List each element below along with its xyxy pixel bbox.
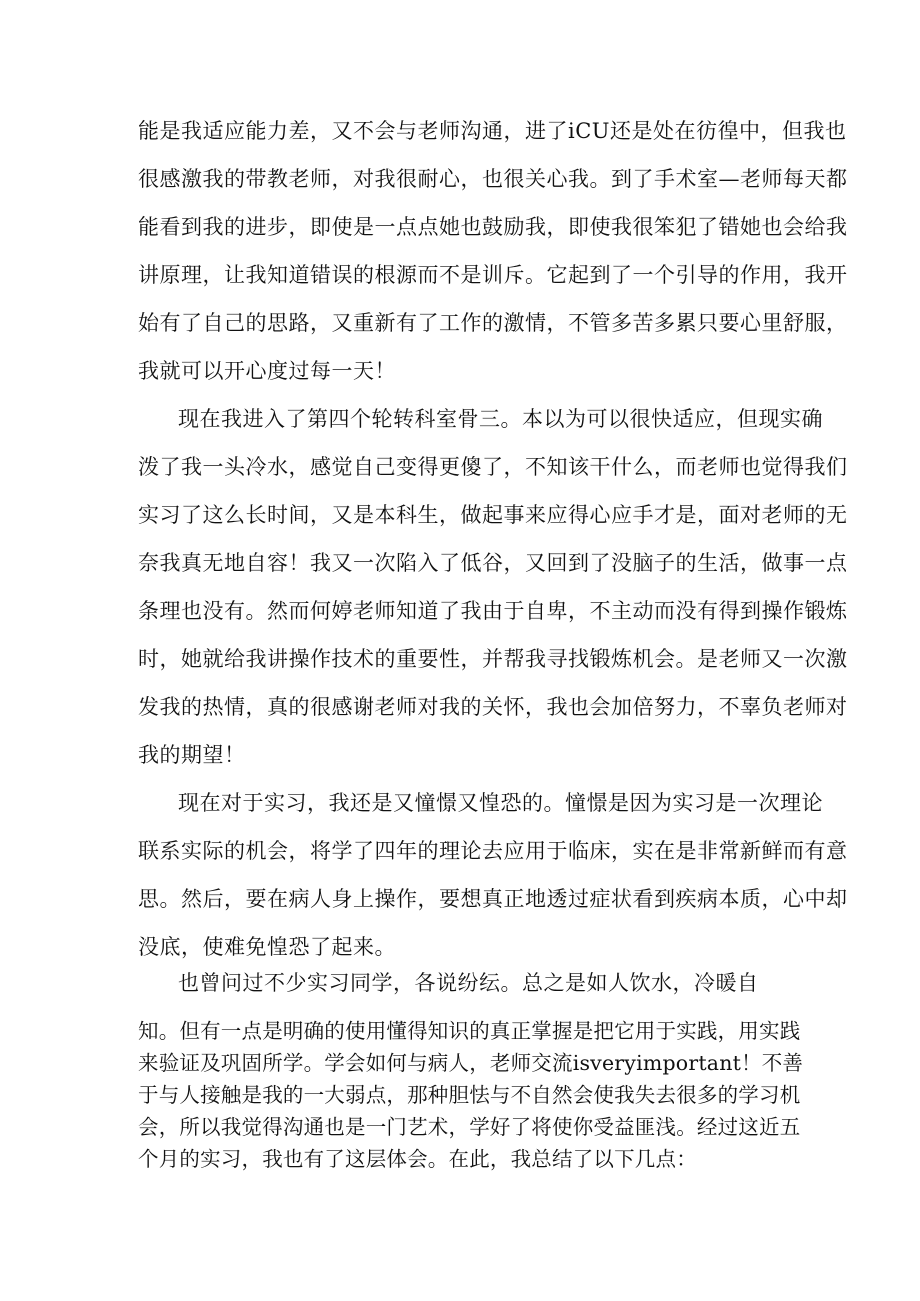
text-line: 能看到我的进步，即使是一点点她也鼓励我，即使我很笨犯了错她也会给我 bbox=[138, 215, 848, 239]
text-line: 我就可以开心度过每一天！ bbox=[138, 359, 396, 383]
paragraph-first-line: 现在我进入了第四个轮转科室骨三。本以为可以很快适应，但现实确 bbox=[178, 407, 823, 431]
text-line: 奈我真无地自容！我又一次陷入了低谷，又回到了没脑子的生活，做事一点 bbox=[138, 551, 848, 575]
text-line: 发我的热情，真的很感谢老师对我的关怀，我也会加倍努力，不辜负老师对 bbox=[138, 695, 848, 719]
paragraph-first-line: 也曾问过不少实习同学，各说纷纭。总之是如人饮水，冷暖自 bbox=[178, 971, 759, 995]
text-line: 会，所以我觉得沟通也是一门艺术，学好了将使你受益匪浅。经过这近五 bbox=[138, 1115, 801, 1139]
text-line: 讲原理，让我知道错误的根源而不是训斥。它起到了一个引导的作用，我开 bbox=[138, 263, 848, 287]
text-line: 联系实际的机会，将学了四年的理论去应用于临床，实在是非常新鲜而有意 bbox=[138, 839, 848, 863]
text-line: 个月的实习，我也有了这层体会。在此，我总结了以下几点： bbox=[138, 1147, 697, 1171]
text-line: 知。但有一点是明确的使用懂得知识的真正掌握是把它用于实践，用实践 bbox=[138, 1019, 801, 1043]
text-line: 思。然后，要在病人身上操作，要想真正地透过症状看到疾病本质，心中却 bbox=[138, 887, 848, 911]
paragraph-first-line: 现在对于实习，我还是又憧憬又惶恐的。憧憬是因为实习是一次理论 bbox=[178, 791, 823, 815]
text-line: 于与人接触是我的一大弱点，那种胆怯与不自然会使我失去很多的学习机 bbox=[138, 1083, 801, 1107]
text-line: 泼了我一头冷水，感觉自己变得更傻了，不知该干什么，而老师也觉得我们 bbox=[138, 455, 848, 479]
text-line: 条理也没有。然而何婷老师知道了我由于自卑，不主动而没有得到操作锻炼 bbox=[138, 599, 848, 623]
text-line: 能是我适应能力差，又不会与老师沟通，进了iCU还是处在彷徨中，但我也 bbox=[138, 119, 847, 143]
text-line: 实习了这么长时间，又是本科生，做起事来应得心应手才是，面对老师的无 bbox=[138, 503, 848, 527]
text-line: 我的期望！ bbox=[138, 743, 246, 767]
text-line: 没底，使难免惶恐了起来。 bbox=[138, 935, 396, 959]
text-line: 时，她就给我讲操作技术的重要性，并帮我寻找锻炼机会。是老师又一次激 bbox=[138, 647, 848, 671]
text-line: 来验证及巩固所学。学会如何与病人，老师交流isveryimportant！不善 bbox=[138, 1051, 804, 1075]
text-line: 很感激我的带教老师，对我很耐心，也很关心我。到了手术室—老师每天都 bbox=[138, 167, 848, 191]
text-line: 始有了自己的思路，又重新有了工作的激情，不管多苦多累只要心里舒服， bbox=[138, 311, 848, 335]
